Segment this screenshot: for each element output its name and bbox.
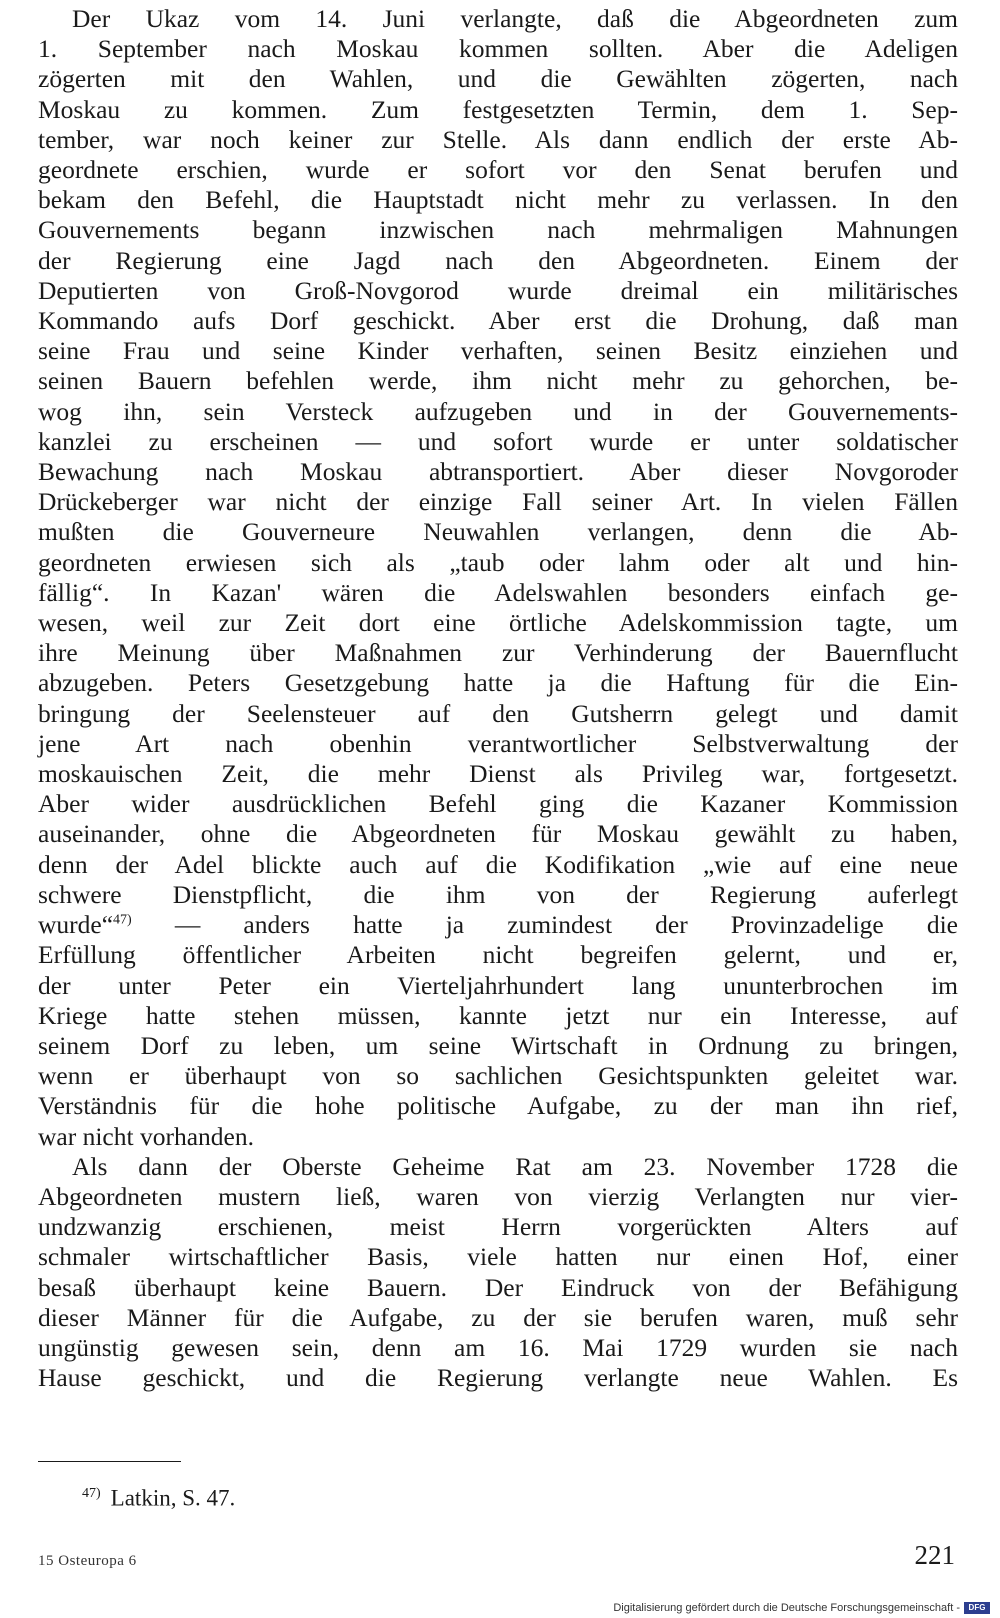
text-line-content: bringung der Seelensteuer auf den Gutsherrn gelegt und damit	[38, 698, 958, 728]
text-line	[38, 155, 958, 185]
text-line-content: Bewachung nach Moskau abtransportiert. Aber dieser Novgoroder	[38, 457, 958, 487]
text-line-content: schmaler wirtschaftlicher Basis, viele hatten nur einen Hof, einer	[38, 1242, 958, 1272]
body-text	[38, 4, 958, 1393]
text-line-content: Moskau zu kommen. Zum festgesetzten Termin, dem 1. Sep-	[38, 94, 958, 124]
text-line	[38, 819, 958, 849]
text-line	[38, 397, 958, 427]
text-line	[38, 125, 958, 155]
text-line-content: zögerten mit den Wahlen, und die Gewählten zögerten, nach	[38, 64, 958, 94]
text-line-content: Kommando aufs Dorf geschickt. Aber erst die Drohung, daß man	[38, 306, 958, 336]
text-line-content: seinen Bauern befehlen werde, ihm nicht mehr zu gehorchen, be-	[38, 366, 958, 396]
footnote-reference: 47)	[113, 912, 132, 928]
text-line-content: wesen, weil zur Zeit dort eine örtliche Adelskommission tagte, um	[38, 608, 958, 638]
text-line	[38, 34, 958, 64]
text-line	[38, 729, 958, 759]
text-line	[38, 64, 958, 94]
text-line-continuation: — anders hatte ja zumindest der Provinzadelige die	[131, 910, 958, 940]
text-line	[38, 366, 958, 396]
text-line	[38, 95, 958, 125]
text-line	[38, 668, 958, 698]
text-line-content: abzugeben. Peters Gesetzgebung hatte ja die Haftung für die Ein-	[38, 668, 958, 698]
text-line-content: Gouvernements begann inzwischen nach mehrmaligen Mahnungen	[38, 215, 958, 245]
text-line	[38, 1122, 958, 1152]
text-line	[38, 910, 958, 940]
text-line	[38, 1001, 958, 1031]
footnote-rule	[38, 1461, 181, 1462]
text-line	[38, 608, 958, 638]
text-line	[38, 880, 958, 910]
text-line-content: undzwanzig erschienen, meist Herrn vorgerückten Alters auf	[38, 1212, 958, 1242]
footnote-number: 47)	[82, 1486, 101, 1501]
text-line-content: seine Frau und seine Kinder verhaften, seinen Besitz einziehen und	[38, 336, 958, 366]
text-line	[38, 1333, 958, 1363]
text-line-content: geordnete erschien, wurde er sofort vor den Senat berufen und	[38, 155, 958, 185]
text-line-content: Erfüllung öffentlicher Arbeiten nicht begreifen gelernt, und er,	[38, 940, 958, 970]
text-line-content: Abgeordneten mustern ließ, waren von vierzig Verlangten nur vier-	[38, 1181, 958, 1211]
text-line-content: besaß überhaupt keine Bauern. Der Eindruck von der Befähigung	[38, 1272, 958, 1302]
text-line	[38, 1212, 958, 1242]
text-line	[38, 517, 958, 547]
text-line	[38, 1152, 958, 1182]
text-line	[38, 487, 958, 517]
text-line	[38, 1273, 958, 1303]
text-line-content: geordneten erwiesen sich als „taub oder lahm oder alt und hin-	[38, 547, 958, 577]
text-line-content: ihre Meinung über Maßnahmen zur Verhinderung der Bauernflucht	[38, 638, 958, 668]
text-line	[38, 638, 958, 668]
text-line-content: der unter Peter ein Vierteljahrhundert lang ununterbrochen im	[38, 970, 958, 1000]
text-line	[38, 1031, 958, 1061]
text-line-content: dieser Männer für die Aufgabe, zu der sie berufen waren, muß sehr	[38, 1302, 958, 1332]
text-line-content: Als dann der Oberste Geheime Rat am 23. November 1728 die	[72, 1151, 958, 1181]
text-line-content: schwere Dienstpflicht, die ihm von der Regierung auferlegt	[38, 879, 958, 909]
text-line-content: Aber wider ausdrücklichen Befehl ging die Kazaner Kommission	[38, 789, 958, 819]
footnote	[82, 1480, 235, 1513]
text-line	[38, 215, 958, 245]
text-line	[38, 457, 958, 487]
text-line-content: Verständnis für die hohe politische Aufgabe, zu der man ihn rief,	[38, 1091, 958, 1121]
text-line-content: Kriege hatte stehen müssen, kannte jetzt nur ein Interesse, auf	[38, 1000, 958, 1030]
text-line-content: Der Ukaz vom 14. Juni verlangte, daß die Abgeordneten zum	[72, 4, 958, 33]
text-line	[38, 4, 958, 34]
digitization-note: Digitalisierung gefördert durch die Deutsche Forschungsgemeinschaft -	[613, 1602, 960, 1614]
text-line-content: denn der Adel blickte auch auf die Kodifikation „wie auf eine neue	[38, 849, 958, 879]
text-line-content: jene Art nach obenhin verantwortlicher Selbstverwaltung der	[38, 728, 958, 758]
text-line-content: auseinander, ohne die Abgeordneten für Moskau gewählt zu haben,	[38, 819, 958, 849]
text-line	[38, 185, 958, 215]
text-line-content: wurde“	[38, 910, 114, 940]
text-line	[38, 276, 958, 306]
text-line	[38, 548, 958, 578]
page-number: 221	[914, 1540, 955, 1570]
text-line-content: der Regierung eine Jagd nach den Abgeordneten. Einem der	[38, 245, 958, 275]
text-line	[38, 306, 958, 336]
text-line-content: kanzlei zu erscheinen — und sofort wurde er unter soldatischer	[38, 426, 958, 456]
text-line-content: Drückeberger war nicht der einzige Fall seiner Art. In vielen Fällen	[38, 487, 958, 517]
text-line-content: Deputierten von Groß-Novgorod wurde dreimal ein militärisches	[38, 275, 958, 305]
text-line-content: tember, war noch keiner zur Stelle. Als dann endlich der erste Ab-	[38, 124, 958, 154]
text-line	[38, 336, 958, 366]
text-line	[38, 427, 958, 457]
text-line	[38, 971, 958, 1001]
text-line-content: mußten die Gouverneure Neuwahlen verlangen, denn die Ab-	[38, 517, 958, 547]
text-line-content: wenn er überhaupt von so sachlichen Gesichtspunkten geleitet war.	[38, 1061, 958, 1091]
text-line	[38, 850, 958, 880]
text-line-content: moskauischen Zeit, die mehr Dienst als Privileg war, fortgesetzt.	[38, 759, 958, 789]
text-line	[38, 578, 958, 608]
printer-signature: 15 Osteuropa 6	[38, 1553, 137, 1569]
text-line-content: Hause geschickt, und die Regierung verlangte neue Wahlen. Es	[38, 1363, 958, 1393]
text-line	[38, 1242, 958, 1272]
text-line	[38, 940, 958, 970]
text-line	[38, 1061, 958, 1091]
text-line-content: bekam den Befehl, die Hauptstadt nicht mehr zu verlassen. In den	[38, 185, 958, 215]
footnote-text: Latkin, S. 47.	[110, 1485, 236, 1511]
text-line	[38, 759, 958, 789]
dfg-logo: DFG	[964, 1602, 990, 1614]
text-line-content: ungünstig gewesen sein, denn am 16. Mai 1729 wurden sie nach	[38, 1332, 958, 1362]
text-line	[38, 789, 958, 819]
text-line-content: wog ihn, sein Versteck aufzugeben und in der Gouvernements-	[38, 396, 958, 426]
text-line	[38, 1182, 958, 1212]
text-line	[38, 1091, 958, 1121]
text-line	[38, 1303, 958, 1333]
text-line-content: war nicht vorhanden.	[38, 1121, 254, 1151]
text-line-content: fällig“. In Kazan' wären die Adelswahlen besonders einfach ge-	[38, 577, 958, 607]
digitization-credit	[613, 1602, 990, 1614]
text-line-content: seinem Dorf zu leben, um seine Wirtschaft in Ordnung zu bringen,	[38, 1030, 958, 1060]
text-line-content: 1. September nach Moskau kommen sollten. Aber die Adeligen	[38, 34, 958, 64]
text-line	[38, 699, 958, 729]
text-line	[38, 1363, 958, 1393]
text-line	[38, 246, 958, 276]
